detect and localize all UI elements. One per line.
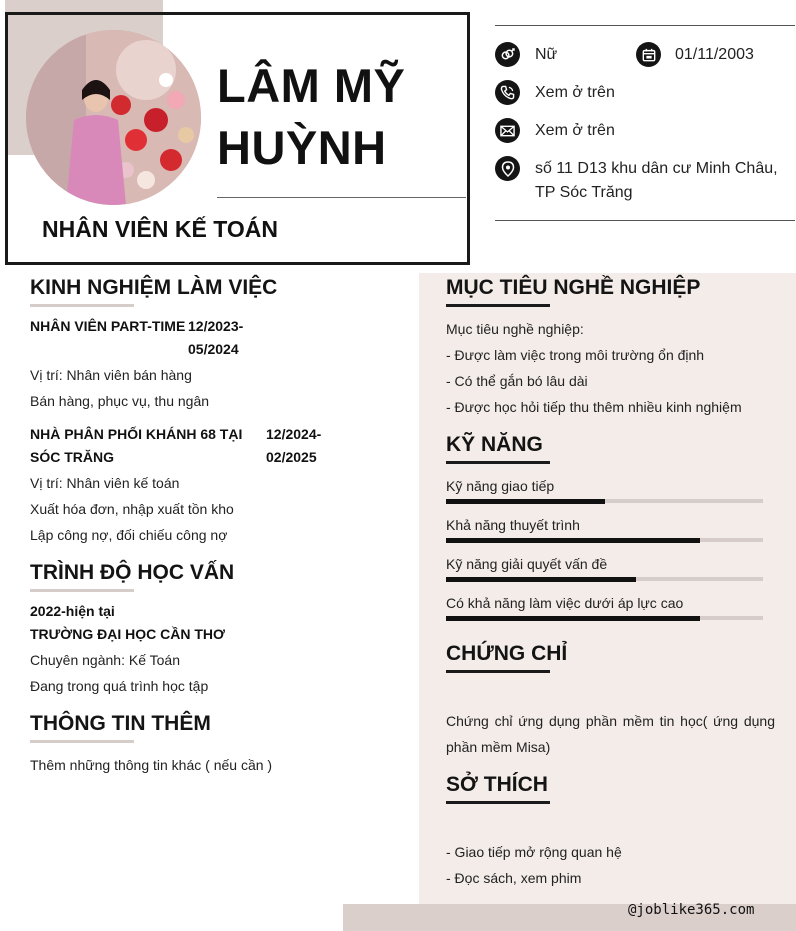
objective-text <box>446 316 742 420</box>
job-1-line: Vị trí: Nhân viên bán hàng <box>30 367 192 383</box>
skill-bar <box>446 616 763 620</box>
hobbies-title: SỞ THÍCH <box>446 773 548 796</box>
objective-line: - Được học hỏi tiếp thu thêm nhiều kinh nghiệm <box>446 399 742 415</box>
job-1-company: NHÂN VIÊN PART-TIME <box>30 318 186 334</box>
job-2-date-end: 02/2025 <box>266 449 317 465</box>
job-2-company-line: SÓC TRĂNG <box>30 449 114 465</box>
skill-label: Có khả năng làm việc dưới áp lực cao <box>446 595 684 611</box>
avatar <box>26 30 201 205</box>
job-2-company-line: NHÀ PHÂN PHỐI KHÁNH 68 TẠI <box>30 426 243 442</box>
hobby-line: - Giao tiếp mở rộng quan hệ <box>446 844 622 860</box>
skills-underline <box>446 461 550 464</box>
education-underline <box>30 589 134 592</box>
birthday-value: 01/11/2003 <box>675 46 754 63</box>
job-2-details <box>30 470 234 548</box>
gender-icon <box>495 42 520 67</box>
address-line-2: TP Sóc Trăng <box>535 184 633 201</box>
calendar-icon <box>636 42 661 67</box>
education-major: Chuyên ngành: Kế Toán <box>30 652 180 668</box>
education-title: TRÌNH ĐỘ HỌC VẤN <box>30 561 235 584</box>
skill-bar <box>446 538 763 542</box>
name-line-1: LÂM MỸ <box>217 59 406 112</box>
skill-bar-fill <box>446 577 636 582</box>
certificates-title: CHỨNG CHỈ <box>446 642 568 665</box>
skills-title: KỸ NĂNG <box>446 433 543 456</box>
skill-label: Kỹ năng giải quyết vấn đề <box>446 556 608 572</box>
job-1-date-end: 05/2024 <box>188 341 239 357</box>
objective-line: - Có thể gắn bó lâu dài <box>446 373 588 389</box>
job-1-dates <box>188 315 243 361</box>
objective-line: Mục tiêu nghề nghiệp: <box>446 321 584 337</box>
hobby-line: - Đọc sách, xem phim <box>446 870 582 886</box>
certificate-line: Chứng chỉ ứng dụng phần mềm tin học( ứng dụng <box>446 713 775 729</box>
email-value: Xem ở trên <box>535 122 615 139</box>
name-line-2: HUỲNH <box>217 121 387 174</box>
skill-bar <box>446 499 763 503</box>
extra-info-title: THÔNG TIN THÊM <box>30 712 211 735</box>
contact-top-divider <box>495 25 795 26</box>
education-school: TRƯỜNG ĐẠI HỌC CẦN THƠ <box>30 626 225 642</box>
address-line-1: số 11 D13 khu dân cư Minh Châu, <box>535 160 778 177</box>
job-2-dates <box>266 423 321 469</box>
job-2-line: Vị trí: Nhân viên kế toán <box>30 475 180 491</box>
job-title: NHÂN VIÊN KẾ TOÁN <box>42 216 278 242</box>
skill-bar-fill <box>446 616 700 621</box>
phone-value: Xem ở trên <box>535 84 615 101</box>
hobbies-underline <box>446 801 550 804</box>
skill-label: Kỹ năng giao tiếp <box>446 478 555 494</box>
avatar-photo <box>26 30 201 205</box>
job-1-details <box>30 362 209 414</box>
job-2-line: Lập công nợ, đối chiếu công nợ <box>30 527 228 543</box>
education-info <box>30 600 225 646</box>
certificates-underline <box>446 670 550 673</box>
education-details <box>30 647 208 699</box>
email-icon <box>495 118 520 143</box>
experience-underline <box>30 304 134 307</box>
objective-underline <box>446 304 550 307</box>
job-2-line: Xuất hóa đơn, nhập xuất tồn kho <box>30 501 234 517</box>
objective-title: MỤC TIÊU NGHỀ NGHIỆP <box>446 276 701 299</box>
skill-bar-fill <box>446 499 605 504</box>
experience-title: KINH NGHIỆM LÀM VIỆC <box>30 276 278 299</box>
education-period: 2022-hiện tại <box>30 603 115 619</box>
gender-value: Nữ <box>535 46 558 63</box>
certificate-line: phần mềm Misa) <box>446 739 551 755</box>
contact-bottom-divider <box>495 220 795 221</box>
candidate-name <box>217 55 405 179</box>
job-1-date-start: 12/2023- <box>188 318 244 334</box>
address-value <box>535 157 778 205</box>
extra-info-underline <box>30 740 134 743</box>
skill-label: Khả năng thuyết trình <box>446 517 580 533</box>
job-2-date-start: 12/2024- <box>266 426 322 442</box>
watermark: @joblike365.com <box>628 902 755 918</box>
location-icon <box>495 156 520 181</box>
certificates-text <box>446 708 775 760</box>
objective-line: - Được làm việc trong môi trường ổn định <box>446 347 705 363</box>
skill-bar <box>446 577 763 581</box>
phone-icon <box>495 80 520 105</box>
job-2-company <box>30 423 250 469</box>
job-1-line: Bán hàng, phục vụ, thu ngân <box>30 393 210 409</box>
name-divider <box>217 197 466 198</box>
extra-info-text: Thêm những thông tin khác ( nếu cần ) <box>30 757 273 773</box>
hobbies-text <box>446 839 622 891</box>
skill-bar-fill <box>446 538 700 543</box>
education-status: Đang trong quá trình học tập <box>30 678 209 694</box>
